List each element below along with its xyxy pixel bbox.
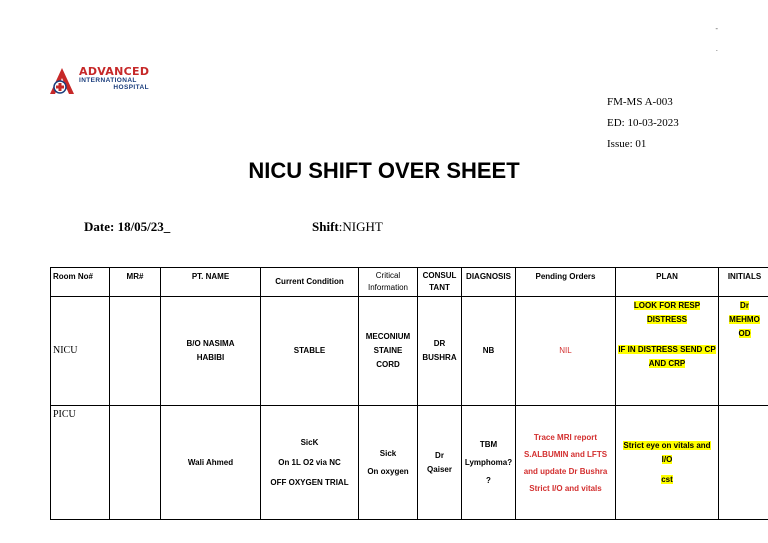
diagnosis-cell: NB [462, 297, 516, 406]
handover-table [50, 267, 768, 520]
pt-name-cell: Wali Ahmed [161, 406, 261, 520]
header-condition: Current Condition [261, 268, 359, 297]
consultant-line1: Dr [435, 450, 444, 460]
condition-cell: STABLE [261, 297, 359, 406]
critical-line2: On oxygen [367, 466, 409, 476]
shift-line [312, 219, 383, 235]
table-row [51, 406, 768, 520]
hospital-logo [47, 66, 157, 98]
header-diagnosis: DIAGNOSIS [462, 268, 516, 297]
condition-line1: SicK [300, 437, 319, 447]
header-consultant-line2: TANT [429, 283, 450, 292]
header-critical-line1: Critical [375, 271, 401, 280]
plan-line3: cst [661, 474, 673, 484]
pending-cell [516, 406, 616, 520]
header-plan: PLAN [616, 268, 719, 297]
plan-cell [616, 406, 719, 520]
effective-date: ED: 10-03-2023 [607, 117, 679, 129]
room-cell: NICU [51, 297, 110, 406]
critical-line1: Sick [379, 448, 397, 458]
header-initials: INITIALS [719, 268, 768, 297]
condition-cell [261, 406, 359, 520]
pending-line1: Trace MRI report [533, 432, 598, 442]
header-consultant [418, 268, 462, 297]
plan-line2: DISTRESS [646, 315, 687, 324]
plan-line3: IF IN DISTRESS SEND CP [618, 345, 716, 354]
form-number: FM-MS A-003 [607, 96, 673, 108]
mr-cell [110, 297, 161, 406]
header-pt-name: PT. NAME [161, 268, 261, 297]
date-label: Date: 18/05/23_ [84, 219, 171, 234]
critical-cell [359, 297, 418, 406]
plan-line2: I/O [661, 454, 673, 464]
logo-name: ADVANCED [79, 65, 150, 78]
table-row [51, 297, 768, 406]
critical-line2: STAINE CORD [373, 346, 403, 369]
consultant-line1: DR [433, 339, 446, 348]
header-pending: Pending Orders [516, 268, 616, 297]
shift-value: :NIGHT [338, 219, 383, 234]
pt-name-line1: B/O NASIMA [186, 339, 235, 348]
mr-cell [110, 406, 161, 520]
pt-name-cell [161, 297, 261, 406]
diagnosis-line3: ? [486, 475, 491, 485]
initials-line1: Dr [740, 301, 749, 310]
pt-name-line2: HABIBI [196, 353, 225, 362]
corner-mark-2: . [715, 44, 718, 53]
diagnosis-cell [462, 406, 516, 520]
issue-number: Issue: 01 [607, 138, 647, 150]
logo-subname: INTERNATIONAL [79, 77, 137, 84]
diagnosis-line1: TBM [479, 439, 498, 449]
consultant-line2: BUSHRA [422, 353, 457, 362]
pending-cell: NIL [516, 297, 616, 406]
corner-mark: - [715, 24, 718, 33]
plan-line1: LOOK FOR RESP [633, 301, 701, 310]
diagnosis-line2: Lymphoma? [464, 457, 513, 467]
pending-line2: S.ALBUMIN and LFTS [523, 449, 608, 459]
pending-line3: and update Dr Bushra [523, 466, 608, 476]
consultant-cell [418, 297, 462, 406]
plan-cell [616, 297, 719, 406]
header-critical-line2: Information [367, 283, 409, 292]
document-meta [607, 92, 679, 155]
table-header-row [51, 268, 768, 297]
shift-label: Shift [312, 219, 339, 234]
room-cell: PICU [51, 406, 110, 520]
condition-line2: On 1L O2 via NC [278, 457, 341, 467]
header-consultant-line1: CONSUL [422, 271, 457, 280]
consultant-line2: Qaiser [427, 464, 452, 474]
critical-line1: MECONIUM [365, 332, 411, 341]
header-critical [359, 268, 418, 297]
initials-cell [719, 297, 768, 406]
hospital-logo-icon [47, 66, 77, 96]
condition-line3: OFF OXYGEN TRIAL [270, 477, 349, 487]
consultant-cell [418, 406, 462, 520]
initials-line2: MEHMO [729, 315, 760, 324]
header-mr: MR# [110, 268, 161, 297]
plan-line4: AND CRP [648, 359, 686, 368]
logo-subname-2: HOSPITAL [113, 83, 149, 91]
critical-cell [359, 406, 418, 520]
initials-line3: OD [738, 329, 751, 338]
pending-line4: Strict I/O and vitals [529, 483, 602, 493]
header-room: Room No# [51, 268, 110, 297]
plan-line1: Strict eye on vitals and [623, 440, 711, 450]
initials-cell [719, 406, 768, 520]
page-title: NICU SHIFT OVER SHEET [248, 158, 520, 183]
